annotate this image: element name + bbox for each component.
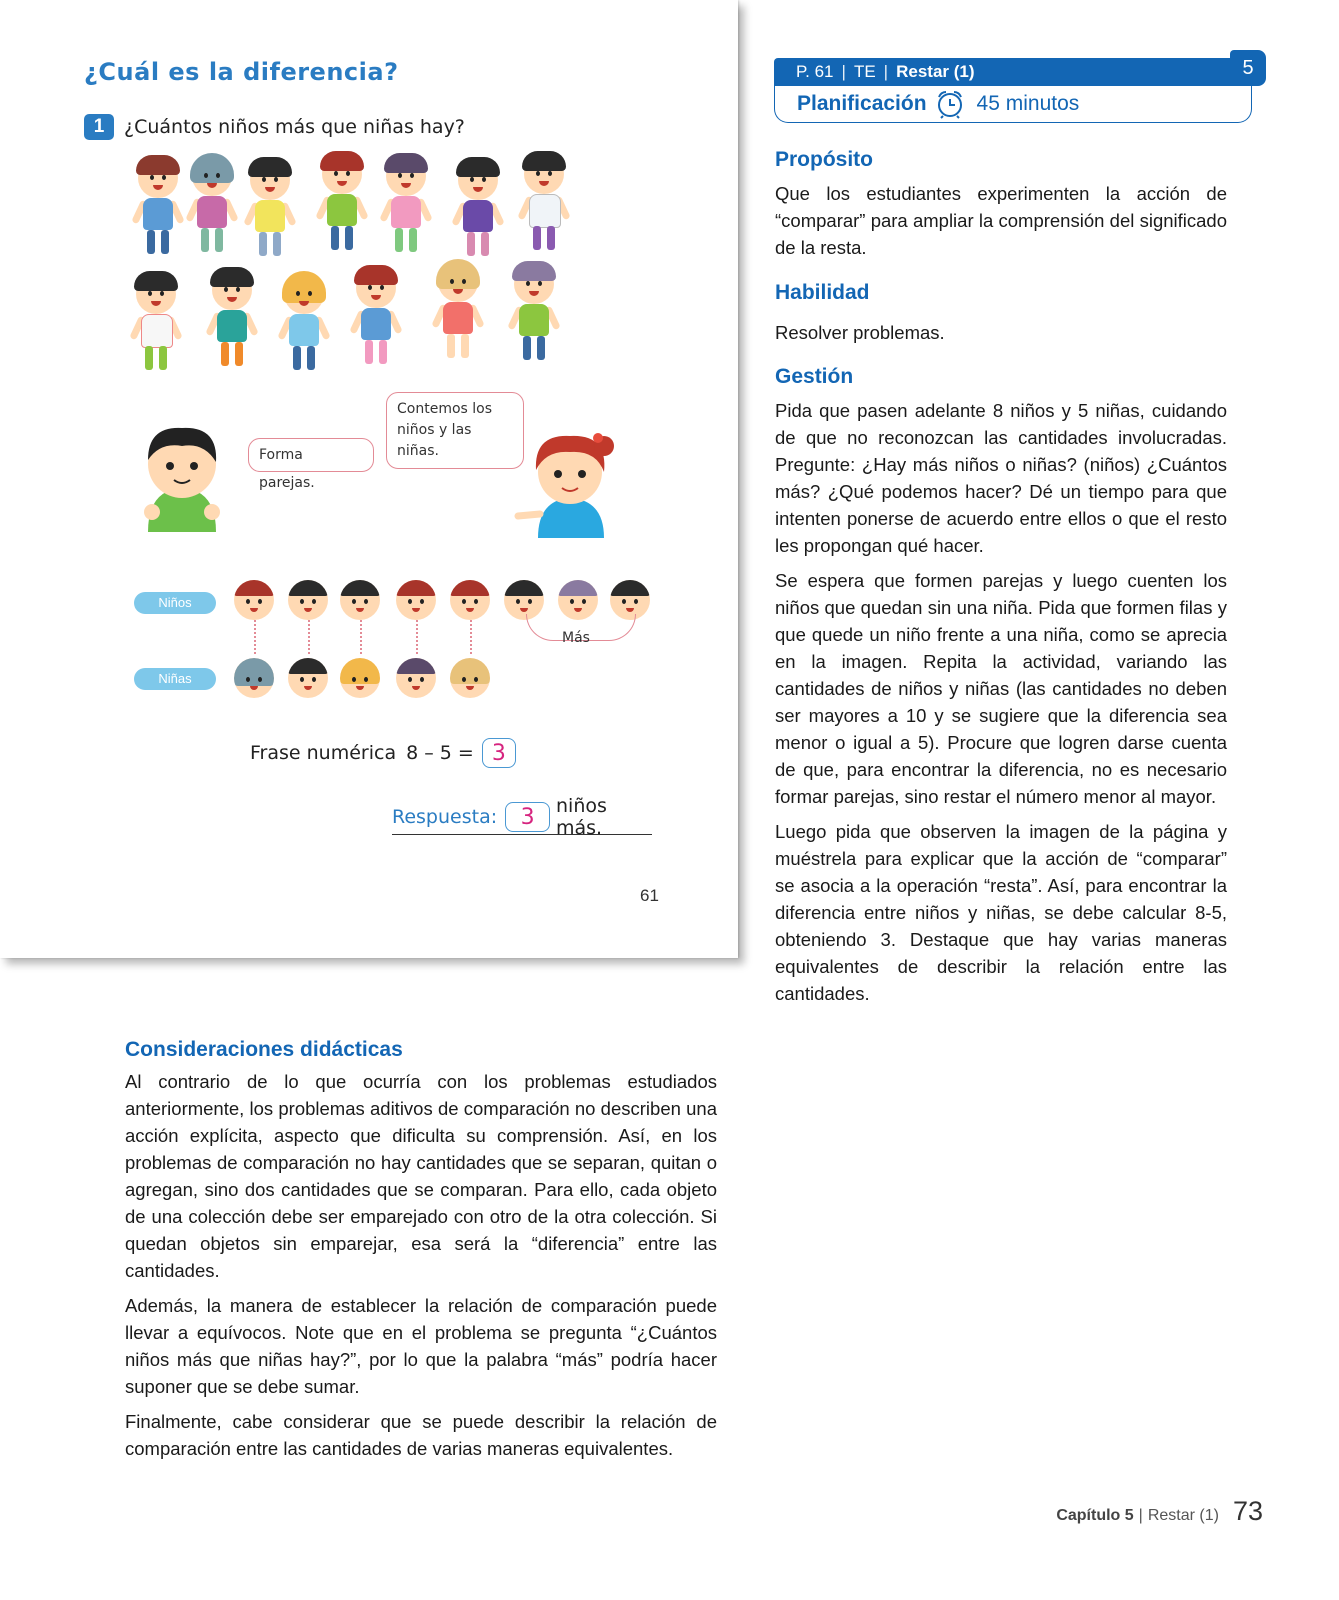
- planning-label: Planificación: [797, 92, 927, 115]
- child-figure: [350, 268, 402, 368]
- speech-bubble-girl-line2: niños y las niñas.: [397, 422, 472, 459]
- respuesta-tail: niños más.: [556, 795, 607, 839]
- answer-line: [392, 795, 652, 839]
- girl-face: [450, 658, 490, 698]
- girl-face: [340, 658, 380, 698]
- child-figure: [316, 154, 368, 254]
- planning-header: [774, 58, 1252, 123]
- habilidad-text: Resolver problemas.: [775, 322, 945, 343]
- gestion-paragraph-1: Pida que pasen adelante 8 niños y 5 niñas, cuidando de que no reconozcan las cantidades involucradas. Pregunte: ¿Hay más niños o niñas? (niños) ¿Cuántos más? ¿Qué podemos hacer? Dé un tiempo para que intenten ponerse de acuerdo entre ellos o que el resto les propongan qué hacer.: [775, 400, 1227, 556]
- boy-face: [234, 580, 274, 620]
- child-figure: [130, 274, 182, 374]
- footer-chapter: Capítulo 5: [1056, 1507, 1134, 1524]
- question-number: 1: [84, 114, 114, 140]
- footer-unit: Restar (1): [1147, 1507, 1219, 1524]
- girl-face: [396, 658, 436, 698]
- frase-answer-box: 3: [482, 738, 516, 768]
- number-sentence: [250, 738, 516, 768]
- question-text: ¿Cuántos niños más que niñas hay?: [124, 116, 465, 138]
- speech-bubble-girl: [386, 392, 524, 469]
- boy-face: [450, 580, 490, 620]
- habilidad-heading: Habilidad: [775, 281, 870, 304]
- child-figure: [186, 156, 238, 256]
- page-reference: P. 61: [796, 62, 834, 81]
- frase-expression: 8 – 5 =: [406, 742, 474, 764]
- girl-face: [234, 658, 274, 698]
- respuesta-label: Respuesta:: [392, 806, 498, 828]
- child-figure: [132, 158, 184, 258]
- student-page: [0, 0, 738, 958]
- planning-row: [774, 86, 1252, 123]
- gestion-heading: Gestión: [775, 365, 854, 388]
- frase-label: Frase numérica: [250, 742, 397, 764]
- girl-illustration: [512, 420, 622, 538]
- row-label-girls: Niñas: [134, 668, 216, 690]
- lesson-reference-bar: P. 61 | TE | Restar (1): [774, 58, 1252, 86]
- consideraciones-paragraph-1: Al contrario de lo que ocurría con los problemas estudiados anteriormente, los problemas aditivos de comparación no describen una acción explícita, aspecto que dificulta su comprensión. Así, en los problemas de comparación no hay cantidades que se separan, quitan o agregan, sino dos cantidades que se comparan. Para ello, cada objeto de una colección debe ser emparejado con otro de la otra colección. Si quedan objetos sin emparejar, esa será la “diferencia” entre las cantidades.: [125, 1071, 717, 1281]
- child-figure: [452, 160, 504, 260]
- respuesta-answer-box: 3: [505, 802, 550, 832]
- planning-time: 45 minutos: [976, 92, 1080, 115]
- gestion-paragraph-2: Se espera que formen parejas y luego cuenten los niños que quedan sin una niña. Pida que formen filas y que quede un niño frente a una niña, como se aprecia en la imagen. Repita la actividad, variando las cantidades de niños y niñas (las cantidades no deben ser mayores a 10 y se sugiere que la diferencia sea menor o igual a 5). Procure que logren darse cuenta de que, para encontrar la diferencia, no es necesario formar parejas, sino restar el número menor al mayor.: [775, 570, 1227, 807]
- alarm-clock-icon: [935, 89, 965, 119]
- child-figure: [508, 264, 560, 364]
- child-figure: [278, 274, 330, 374]
- mas-label: Más: [562, 630, 590, 646]
- child-figure: [432, 262, 484, 362]
- page-footer: Capítulo 5 | Restar (1) 73: [1056, 1496, 1263, 1526]
- speech-bubble-boy: Forma parejas.: [248, 438, 374, 472]
- boy-illustration: [134, 420, 230, 532]
- child-figure: [518, 154, 570, 254]
- consideraciones-paragraph-3: Finalmente, cabe considerar que se puede describir la relación de comparación entre las cantidades de varias maneras equivalentes.: [125, 1411, 717, 1459]
- row-label-boys: Niños: [134, 592, 216, 614]
- child-figure: [206, 270, 258, 370]
- pairing-line: [470, 620, 472, 654]
- book-reference: TE: [853, 62, 876, 81]
- children-illustration: [126, 152, 576, 384]
- child-figure: [244, 160, 296, 260]
- proposito-heading: Propósito: [775, 148, 873, 171]
- consideraciones-paragraph-2: Además, la manera de establecer la relación de comparación puede llevar a equívocos. Note que en el problema se pregunta “¿Cuántos niños más que niñas hay?”, por lo que la palabra “más” podría hacer suponer que se debe sumar.: [125, 1295, 717, 1397]
- boy-face: [396, 580, 436, 620]
- child-figure: [380, 156, 432, 256]
- habilidad-section: [775, 279, 1227, 354]
- student-page-title: ¿Cuál es la diferencia?: [84, 58, 399, 86]
- boy-face: [288, 580, 328, 620]
- chapter-badge: 5: [1230, 50, 1266, 86]
- student-page-number: 61: [640, 886, 659, 905]
- dialogue-scene: [126, 390, 636, 550]
- gestion-section: [775, 363, 1227, 1015]
- gestion-paragraph-3: Luego pida que observen la imagen de la página y muéstrela para explicar que la acción de “comparar” se asocia a la operación “resta”. Así, para encontrar la diferencia entre niños y niñas, se debe calcular 8-5, obteniendo 3. Destaque que hay varias maneras equivalentes de describir la relación entre las cantidades.: [775, 821, 1227, 1004]
- pairing-line: [416, 620, 418, 654]
- footer-page-number: 73: [1232, 1496, 1263, 1526]
- consideraciones-heading: Consideraciones didácticas: [125, 1038, 403, 1061]
- unit-name: Restar (1): [896, 62, 975, 81]
- comparison-diagram: [134, 564, 664, 710]
- pairing-line: [360, 620, 362, 654]
- boy-face: [340, 580, 380, 620]
- speech-bubble-girl-line1: Contemos los: [397, 401, 493, 417]
- girl-face: [288, 658, 328, 698]
- proposito-text: Que los estudiantes experimenten la acción de “comparar” para ampliar la comprensión del significado de la resta.: [775, 183, 1227, 258]
- proposito-section: [775, 146, 1227, 269]
- pairing-line: [308, 620, 310, 654]
- consideraciones-section: [125, 1036, 717, 1470]
- question-row: [84, 114, 465, 140]
- pairing-line: [254, 620, 256, 654]
